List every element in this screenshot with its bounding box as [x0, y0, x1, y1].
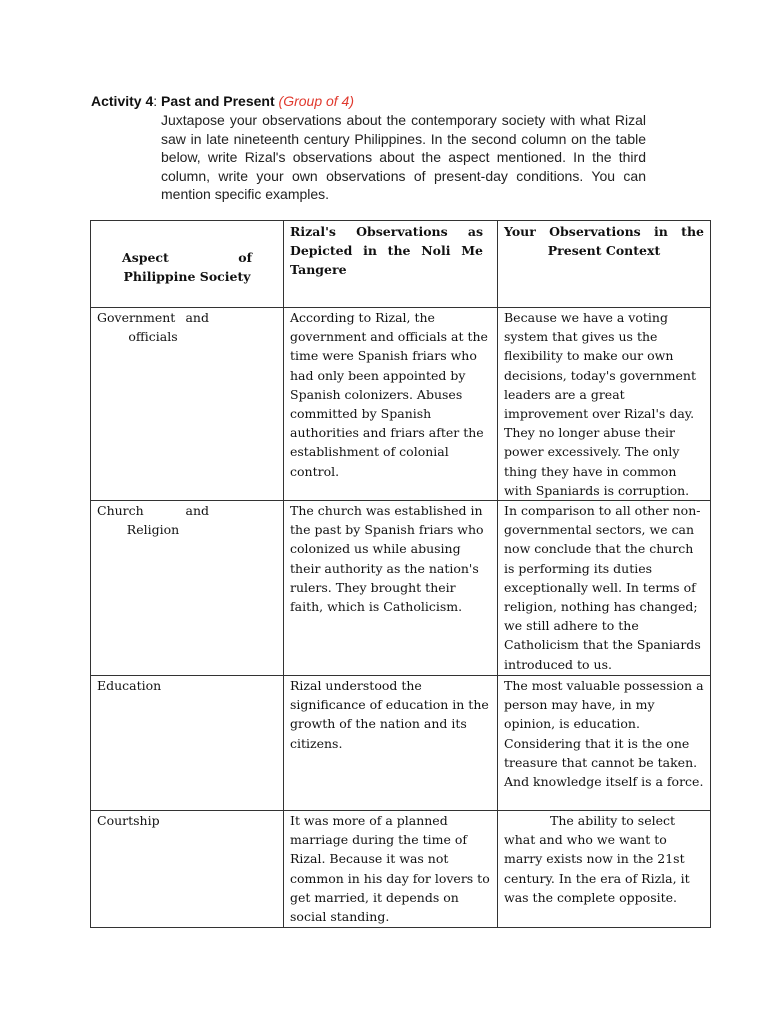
activity-title: Past and Present [161, 93, 275, 109]
rizal-observation-cell: It was more of a planned marriage during the time of Rizal. Because it was not common in his day for lovers to get married, it depends on social standing. [284, 811, 498, 928]
rizal-observation-cell: Rizal understood the significance of education in the growth of the nation and its citizens. [284, 676, 498, 811]
header-yours: Your Observations in the Present Context [498, 221, 711, 308]
aspect-cell: Government and officials [91, 308, 284, 501]
table-row [91, 308, 711, 501]
observations-table [90, 220, 711, 928]
aspect-cell: Courtship [91, 811, 284, 928]
table-row [91, 676, 711, 811]
rizal-observation-cell: The church was established in the past by Spanish friars who colonized us while abusing their authority as the nation's rulers. They brought their faith, which is Catholicism. [284, 501, 498, 676]
table-row [91, 501, 711, 676]
aspect-cell: Education [91, 676, 284, 811]
activity-label: Activity 4 [91, 93, 154, 109]
present-observation-cell: The most valuable possession a person may have, in my opinion, is education. Considering that it is the one treasure that cannot be taken. And knowledge itself is a force. [498, 676, 711, 811]
present-observation-cell: Because we have a voting system that gives us the flexibility to make our own decisions, today's government leaders are a great improvement over Rizal's day. They no longer abuse their power excessively. The only thing they have in common with Spaniards is corruption. [498, 308, 711, 501]
activity-instructions: Juxtapose your observations about the contemporary society with what Rizal saw in late nineteenth century Philippines. In the second column on the table below, write Rizal's observations about the aspect mentioned. In the third column, write your own observations of present-day conditions. You can mention specific examples. [161, 112, 646, 202]
group-note: (Group of 4) [278, 93, 355, 109]
header-rizal: Rizal's Observations as Depicted in the Noli Me Tangere [284, 221, 498, 308]
present-observation-cell: The ability to select what and who we want to marry exists now in the 21st century. In the era of Rizla, it was the complete opposite. [498, 811, 711, 928]
header-aspect: Aspect of Philippine Society [91, 221, 284, 308]
table-header-row [91, 221, 711, 308]
rizal-observation-cell: According to Rizal, the government and officials at the time were Spanish friars who had only been appointed by Spanish colonizers. Abuses committed by Spanish authorities and friars after the establishment of colonial control. [284, 308, 498, 501]
table-row [91, 811, 711, 928]
activity-colon: : [153, 93, 162, 109]
present-observation-cell: In comparison to all other non-governmental sectors, we can now conclude that the church is performing its duties exceptionally well. In terms of religion, nothing has changed; we still adhere to the Catholicism that the Spaniards introduced to us. [498, 501, 711, 676]
aspect-cell: Church and Religion [91, 501, 284, 676]
activity-heading [91, 93, 354, 109]
